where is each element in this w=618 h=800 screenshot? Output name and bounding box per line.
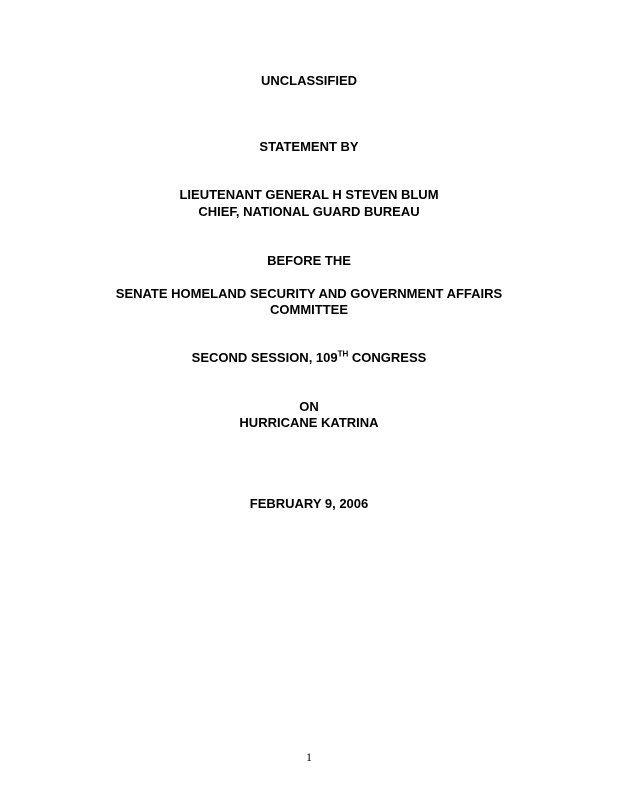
session-line <box>0 350 618 366</box>
speaker-name: LIEUTENANT GENERAL H STEVEN BLUM <box>179 187 439 202</box>
on-heading: ON <box>299 399 319 414</box>
statement-by-heading: STATEMENT BY <box>259 139 359 154</box>
committee-name-line2: COMMITTEE <box>270 302 348 317</box>
statement-date: FEBRUARY 9, 2006 <box>249 496 369 511</box>
session-suffix: CONGRESS <box>348 350 427 365</box>
session-prefix: SECOND SESSION, 109 <box>191 350 338 365</box>
speaker-title: CHIEF, NATIONAL GUARD BUREAU <box>198 204 420 219</box>
session-ordinal-superscript: TH <box>337 349 349 359</box>
page-number: 1 <box>306 750 312 764</box>
before-the-heading: BEFORE THE <box>267 253 351 268</box>
committee-name-line1: SENATE HOMELAND SECURITY AND GOVERNMENT AFFAIRS <box>115 286 503 301</box>
classification-label: UNCLASSIFIED <box>260 73 358 88</box>
topic-title: HURRICANE KATRINA <box>239 415 379 430</box>
